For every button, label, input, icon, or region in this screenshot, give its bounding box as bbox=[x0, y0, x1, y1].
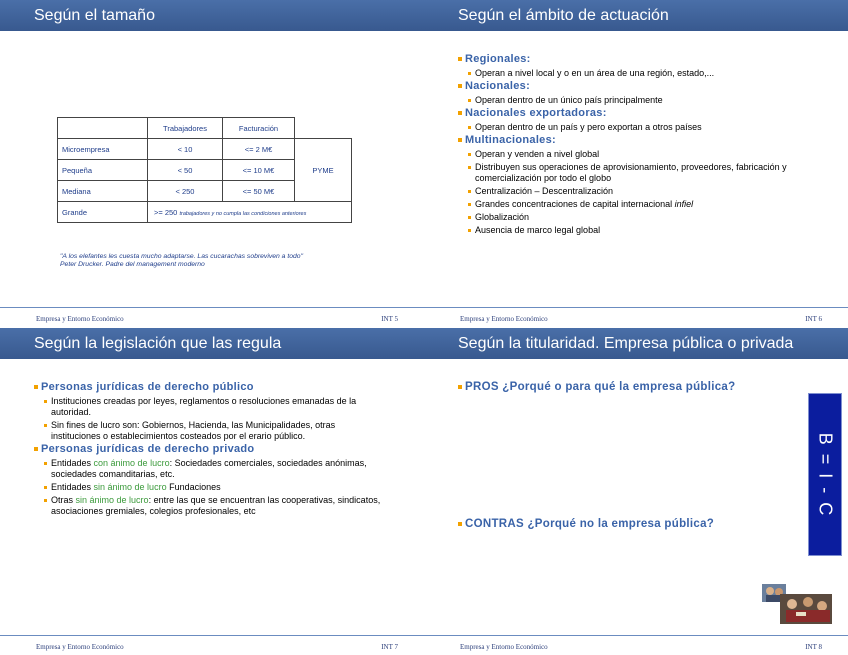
footer-course: Empresa y Entorno Económico bbox=[36, 643, 124, 651]
slide-title: Según la legislación que las regula bbox=[0, 328, 424, 359]
table-header: Facturación bbox=[223, 118, 295, 139]
size-table bbox=[57, 117, 352, 223]
table-header bbox=[58, 118, 148, 139]
formula-label: B = I - C bbox=[815, 432, 836, 517]
bullet-heading: PROS ¿Porqué o para qué la empresa pública? bbox=[458, 381, 798, 394]
bullet-item-emphasis: infiel bbox=[674, 199, 694, 209]
slide-8 bbox=[424, 328, 848, 655]
text: : Sociedades comerciales, sociedades anónimas, sociedades comanditarias, etc. bbox=[51, 458, 367, 479]
text: : entre las que se encuentran las cooperativas, sindicatos, asociaciones gremiales, colegios profesionales, etc bbox=[51, 495, 381, 516]
bullet-item: Sin fines de lucro son: Gobiernos, Hacienda, las Municipalidades, otras instituciones o establecimientos costeados por el erario público. bbox=[34, 420, 384, 442]
bullet-item: Operan dentro de un único país principalmente bbox=[458, 95, 834, 106]
bullet-heading: Personas jurídicas de derecho privado bbox=[34, 443, 384, 456]
footer-course: Empresa y Entorno Económico bbox=[460, 643, 548, 651]
footer-page: INT 8 bbox=[805, 643, 822, 651]
grande-cell bbox=[148, 202, 352, 223]
bullet-item bbox=[34, 458, 384, 480]
bullet-item: Operan a nivel local y o en un área de una región, estado,... bbox=[458, 68, 834, 79]
quote bbox=[60, 253, 303, 269]
quote-author: Peter Drucker. Padre del management moderno bbox=[60, 261, 205, 268]
table-header: Trabajadores bbox=[148, 118, 223, 139]
text-highlight: sin ánimo de lucro bbox=[75, 495, 149, 505]
bullet-heading: Regionales: bbox=[458, 53, 834, 66]
table-header-row bbox=[58, 118, 352, 139]
table-row bbox=[58, 139, 352, 160]
grande-value: >= 250 bbox=[154, 207, 178, 217]
quote-text: "A los elefantes les cuesta mucho adaptarse. Las cucarachas sobreviven a todo" bbox=[60, 253, 303, 260]
table-cell: < 250 bbox=[148, 181, 223, 202]
footer-course: Empresa y Entorno Económico bbox=[460, 315, 548, 323]
bullet-item: Operan dentro de un país y pero exportan a otros países bbox=[458, 122, 834, 133]
table-row bbox=[58, 202, 352, 223]
slide-footer bbox=[0, 307, 424, 327]
slide-footer bbox=[424, 307, 848, 327]
bullet-list bbox=[458, 517, 798, 531]
text: Entidades bbox=[51, 482, 94, 492]
text: Entidades bbox=[51, 458, 94, 468]
text: Otras bbox=[51, 495, 76, 505]
bullet-heading: Multinacionales: bbox=[458, 134, 834, 147]
footer-page: INT 5 bbox=[381, 315, 398, 323]
footer-course: Empresa y Entorno Económico bbox=[36, 315, 124, 323]
slide-footer bbox=[0, 635, 424, 655]
text-highlight: con ánimo de lucro bbox=[93, 458, 170, 468]
slide-7 bbox=[0, 328, 424, 655]
slide-6 bbox=[424, 0, 848, 327]
bullet-item-text: Grandes concentraciones de capital internacional bbox=[475, 199, 673, 209]
table-cell: < 10 bbox=[148, 139, 223, 160]
pyme-cell: PYME bbox=[295, 139, 352, 202]
footer-page: INT 7 bbox=[381, 643, 398, 651]
text: Fundaciones bbox=[166, 482, 221, 492]
bullet-item: Operan y venden a nivel global bbox=[458, 149, 834, 160]
text-highlight: sin ánimo de lucro bbox=[93, 482, 167, 492]
table-cell: <= 2 M€ bbox=[223, 139, 295, 160]
slide-footer bbox=[424, 635, 848, 655]
slide-title: Según el tamaño bbox=[0, 0, 424, 31]
bullet-heading: CONTRAS ¿Porqué no la empresa pública? bbox=[458, 518, 798, 531]
bullet-item bbox=[458, 199, 834, 210]
slide-5 bbox=[0, 0, 424, 327]
table-header bbox=[295, 118, 352, 139]
table-cell: Grande bbox=[58, 202, 148, 223]
slide-title: Según el ámbito de actuación bbox=[424, 0, 848, 31]
table-cell: Microempresa bbox=[58, 139, 148, 160]
slide-title: Según la titularidad. Empresa pública o privada bbox=[424, 328, 848, 359]
table-cell: <= 10 M€ bbox=[223, 160, 295, 181]
bullet-item: Centralización – Descentralización bbox=[458, 186, 834, 197]
footer-page: INT 6 bbox=[805, 315, 822, 323]
people-photo bbox=[760, 582, 834, 624]
bullet-heading: Nacionales exportadoras: bbox=[458, 107, 834, 120]
bullet-item: Instituciones creadas por leyes, reglamentos o resoluciones emanadas de la autoridad. bbox=[34, 396, 384, 418]
bullet-item: Globalización bbox=[458, 212, 834, 223]
bullet-item bbox=[34, 495, 384, 517]
bullet-list bbox=[458, 380, 798, 394]
bullet-heading: Nacionales: bbox=[458, 80, 834, 93]
bullet-list bbox=[34, 380, 384, 517]
bullet-item: Distribuyen sus operaciones de aprovisionamiento, proveedores, fabricación y comercialización por todo el globo bbox=[458, 162, 834, 184]
bullet-heading: Personas jurídicas de derecho público bbox=[34, 381, 384, 394]
formula-box bbox=[808, 393, 842, 556]
grande-note: trabajadores y no cumpla las condiciones anteriores bbox=[179, 210, 307, 217]
bullet-list bbox=[458, 52, 834, 236]
table-cell: < 50 bbox=[148, 160, 223, 181]
table-cell: Pequeña bbox=[58, 160, 148, 181]
bullet-item bbox=[34, 482, 384, 493]
table-cell: <= 50 M€ bbox=[223, 181, 295, 202]
bullet-item: Ausencia de marco legal global bbox=[458, 225, 834, 236]
table-cell: Mediana bbox=[58, 181, 148, 202]
